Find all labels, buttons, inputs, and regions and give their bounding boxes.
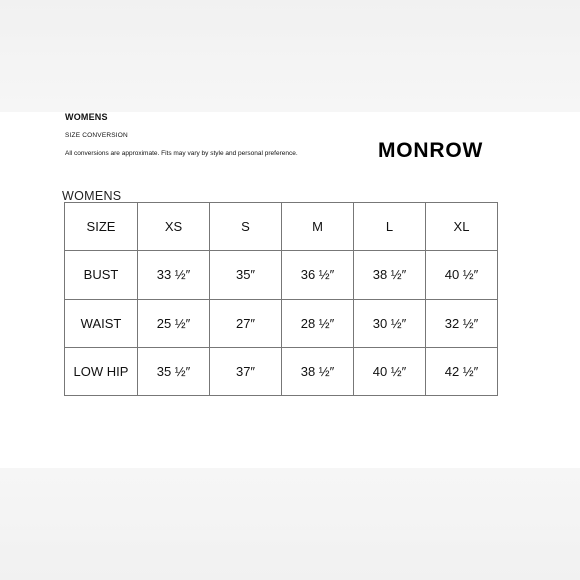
table-row-low-hip [65,347,498,395]
table-row-bust [65,251,498,299]
row-label-size: SIZE [65,203,138,251]
table-row-size [65,203,498,251]
brand-logo: MONROW [378,139,484,162]
table-cell: 32 ½″ [426,299,498,347]
table-cell: 33 ½″ [138,251,210,299]
table-row-waist [65,299,498,347]
table-cell: 25 ½″ [138,299,210,347]
table-cell: 42 ½″ [426,347,498,395]
table-cell: 37″ [210,347,282,395]
row-label-waist: WAIST [65,299,138,347]
page-title: WOMENS [65,112,108,122]
table-cell: 40 ½″ [426,251,498,299]
table-cell: XS [138,203,210,251]
row-label-low-hip: LOW HIP [65,347,138,395]
page-subtitle: SIZE CONVERSION [65,132,128,139]
table-cell: 38 ½″ [282,347,354,395]
table-cell: L [354,203,426,251]
table-cell: 28 ½″ [282,299,354,347]
table-cell: S [210,203,282,251]
top-background [0,0,580,112]
table-cell: 38 ½″ [354,251,426,299]
table-cell: XL [426,203,498,251]
disclaimer-note: All conversions are approximate. Fits may vary by style and personal preference. [65,150,298,157]
table-cell: 36 ½″ [282,251,354,299]
bottom-background [0,468,580,580]
table-cell: 27″ [210,299,282,347]
table-cell: 30 ½″ [354,299,426,347]
table-cell: M [282,203,354,251]
table-cell: 35″ [210,251,282,299]
size-conversion-table [64,202,498,396]
table-caption: WOMENS [62,189,122,203]
row-label-bust: BUST [65,251,138,299]
table-cell: 35 ½″ [138,347,210,395]
table-cell: 40 ½″ [354,347,426,395]
